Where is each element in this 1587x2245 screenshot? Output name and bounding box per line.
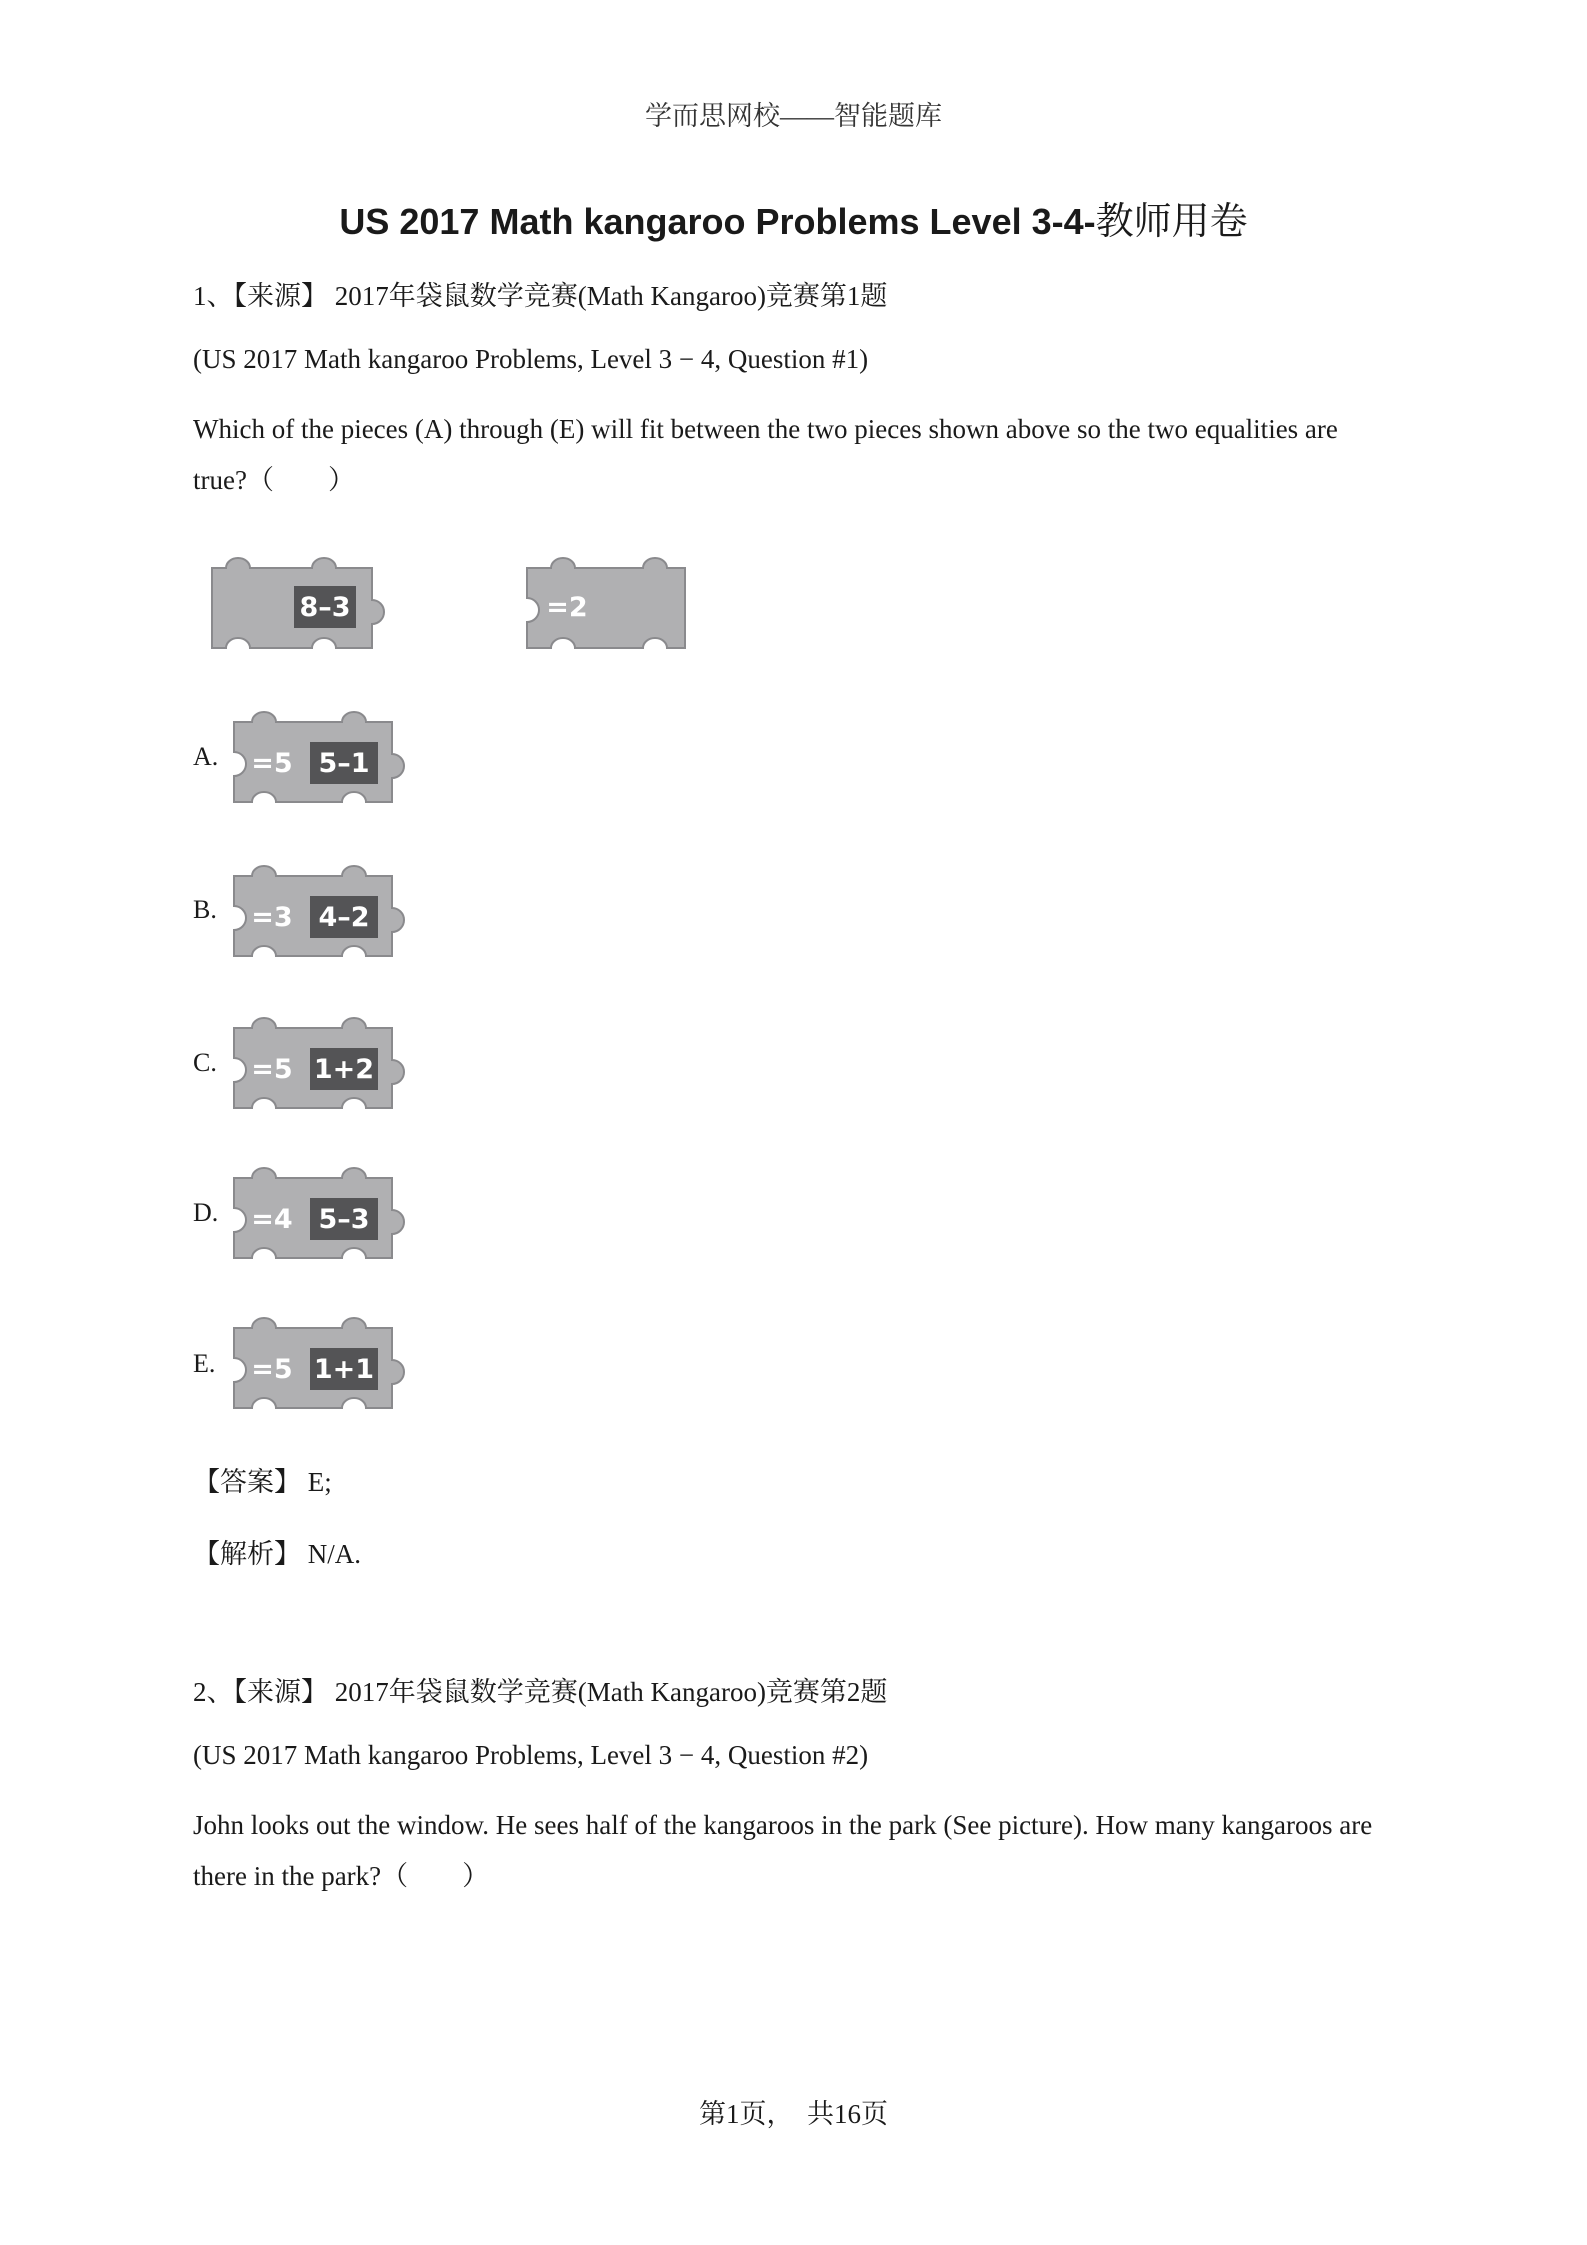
q2-reference: (US 2017 Math kangaroo Problems, Level 3 − 4, Question #2) <box>193 1740 869 1770</box>
given-left-expr: 8–3 <box>299 592 351 623</box>
option-c-piece <box>222 1008 422 1120</box>
title-en: US 2017 Math kangaroo Problems Level 3-4- <box>339 201 1096 242</box>
option-e-expr: 1+1 <box>313 1354 375 1385</box>
option-a-piece <box>222 702 422 814</box>
option-d-expr: 5–3 <box>318 1204 370 1235</box>
page-header: 学而思网校——智能题库 <box>645 101 942 131</box>
option-d-label: D. <box>193 1198 219 1227</box>
q1-analysis: 【解析】 N/A. <box>193 1539 361 1569</box>
q1-reference: (US 2017 Math kangaroo Problems, Level 3 − 4, Question #1) <box>193 344 869 374</box>
title-cn: 教师用卷 <box>1095 199 1248 243</box>
given-piece-left <box>204 548 404 660</box>
option-b-label: B. <box>193 895 217 924</box>
option-e-label: E. <box>193 1349 216 1378</box>
option-e-eq: =5 <box>251 1354 293 1385</box>
option-a-eq: =5 <box>251 748 293 779</box>
page-footer: 第1页， 共16页 <box>699 2099 888 2129</box>
option-c-label: C. <box>193 1048 217 1077</box>
q2-stem: John looks out the window. He sees half of the kangaroos in the park (See picture). How many kangaroos are there in the park?（ ） <box>193 1810 1373 1891</box>
option-b-expr: 4–2 <box>318 902 370 933</box>
given-piece-right <box>515 548 695 660</box>
option-e-piece <box>222 1308 422 1420</box>
option-a-expr: 5–1 <box>318 748 370 779</box>
option-c-eq: =5 <box>251 1054 293 1085</box>
q2-source: 2、【来源】 2017年袋鼠数学竞赛(Math Kangaroo)竞赛第2题 <box>193 1677 888 1707</box>
option-b-eq: =3 <box>251 902 293 933</box>
option-d-eq: =4 <box>251 1204 293 1235</box>
option-c-expr: 1+2 <box>313 1054 375 1085</box>
option-d-piece <box>222 1158 422 1270</box>
q1-stem: Which of the pieces (A) through (E) will fit between the two pieces shown above so the two equalities are true?（ ） <box>193 414 1338 495</box>
option-a-label: A. <box>193 742 219 771</box>
q1-answer: 【答案】 E; <box>193 1467 332 1497</box>
given-right-eq: =2 <box>546 592 588 623</box>
document-title <box>0 190 1587 245</box>
option-b-piece <box>222 856 422 968</box>
q1-source: 1、【来源】 2017年袋鼠数学竞赛(Math Kangaroo)竞赛第1题 <box>193 281 888 311</box>
